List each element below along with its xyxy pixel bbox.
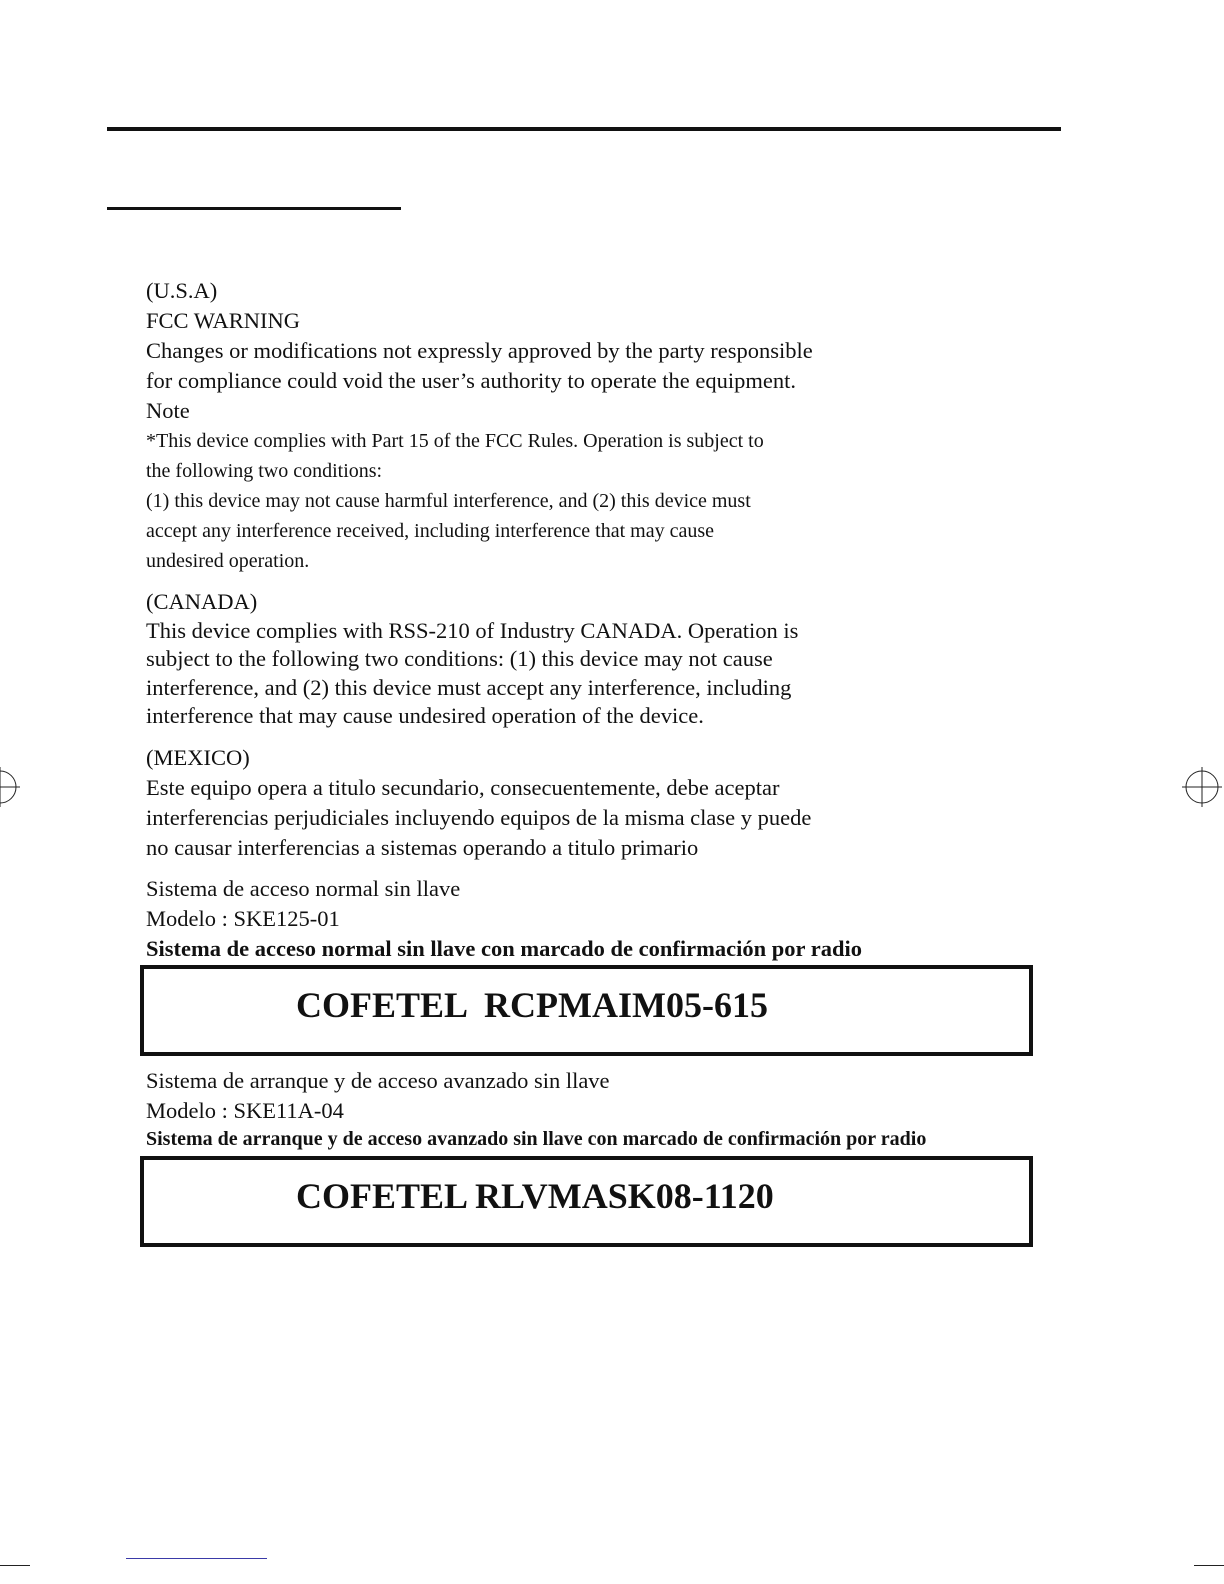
top-rule: [107, 127, 1061, 131]
section-rule: [107, 207, 401, 210]
cofetel-box-2: [140, 1156, 1033, 1247]
fcc-warning-line-2: for compliance could void the user’s authority to operate the equipment.: [146, 368, 797, 393]
canada-line-1: This device complies with RSS-210 of Industry CANADA. Operation is: [146, 617, 799, 643]
registration-mark-right: [1182, 767, 1222, 807]
system-1-info: [146, 874, 1046, 964]
crop-mark-left: [0, 1565, 30, 1566]
note-label: Note: [146, 398, 190, 423]
canada-line-2: subject to the following two conditions: (1) this device may not cause: [146, 646, 773, 671]
system-2-model: Modelo : SKE11A-04: [146, 1098, 344, 1123]
mexico-heading: (MEXICO): [146, 744, 250, 770]
usa-heading: (U.S.A): [146, 278, 218, 303]
cofetel-code-1: COFETEL RCPMAIM05-615: [296, 985, 768, 1025]
footer-rule: [126, 1558, 267, 1559]
system-2-info: [146, 1066, 1046, 1152]
cofetel-box-1: [140, 965, 1033, 1056]
note-line-1: *This device complies with Part 15 of the FCC Rules. Operation is subject to: [146, 430, 764, 452]
note-line-4: accept any interference received, including interference that may cause: [146, 520, 715, 542]
note-line-3: (1) this device may not cause harmful interference, and (2) this device must: [146, 490, 751, 512]
note-line-5: undesired operation.: [146, 550, 310, 572]
usa-section: [146, 276, 1046, 576]
fcc-warning-title: FCC WARNING: [146, 308, 300, 333]
mexico-line-1: Este equipo opera a titulo secundario, consecuentemente, debe aceptar: [146, 774, 780, 800]
registration-mark-left: [0, 767, 20, 807]
canada-heading: (CANADA): [146, 589, 258, 614]
system-2-bold-title: Sistema de arranque y de acceso avanzado sin llave con marcado de confirmación por radio: [146, 1128, 927, 1150]
fcc-warning-line-1: Changes or modifications not expressly approved by the party responsible: [146, 338, 813, 363]
mexico-line-3: no causar interferencias a sistemas operando a titulo primario: [146, 834, 699, 860]
canada-section: [146, 588, 1046, 731]
canada-line-4: interference that may cause undesired operation of the device.: [146, 703, 704, 728]
regulatory-notices: [146, 276, 1046, 863]
note-line-2: the following two conditions:: [146, 460, 383, 482]
cofetel-code-2: COFETEL RLVMASK08-1120: [296, 1176, 774, 1216]
system-2-name: Sistema de arranque y de acceso avanzado sin llave: [146, 1068, 610, 1093]
system-1-name: Sistema de acceso normal sin llave: [146, 876, 461, 901]
crop-mark-right: [1194, 1565, 1224, 1566]
mexico-section: [146, 743, 1046, 863]
canada-line-3: interference, and (2) this device must accept any interference, including: [146, 674, 792, 700]
system-1-model: Modelo : SKE125-01: [146, 906, 340, 931]
system-1-bold-title: Sistema de acceso normal sin llave con marcado de confirmación por radio: [146, 936, 862, 961]
mexico-line-2: interferencias perjudiciales incluyendo equipos de la misma clase y puede: [146, 804, 812, 830]
